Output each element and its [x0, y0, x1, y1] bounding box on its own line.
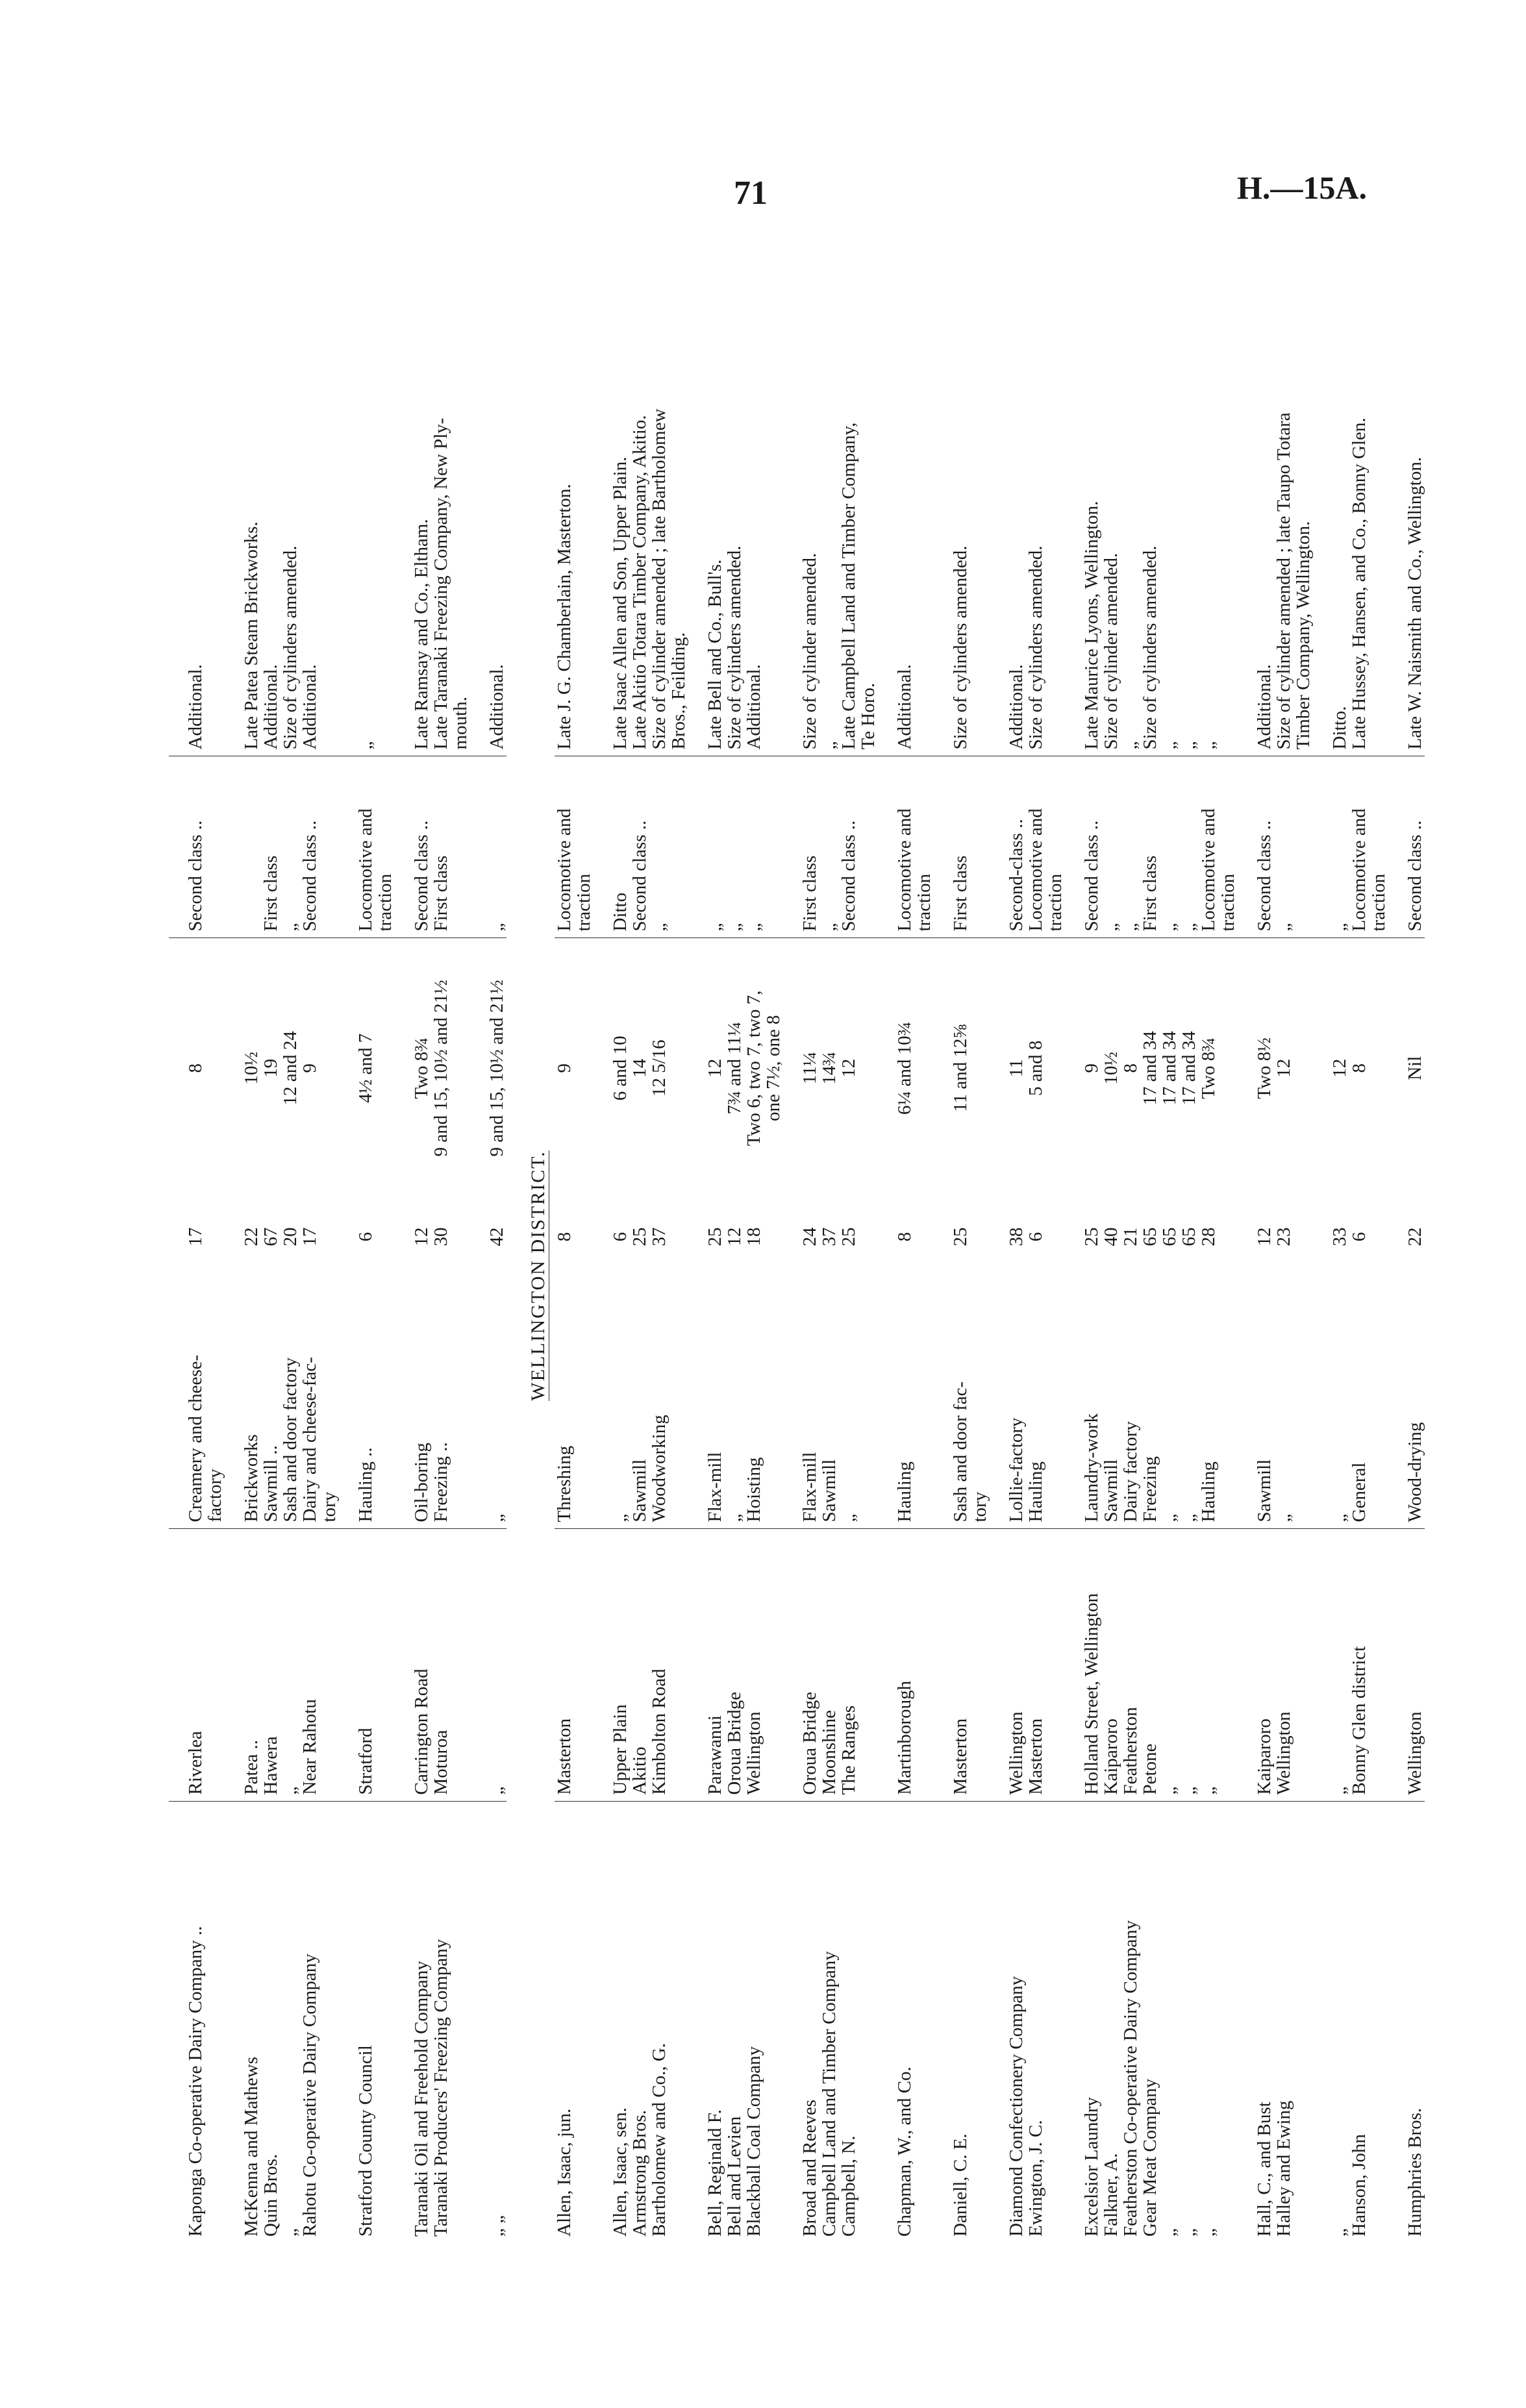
entry-remarks: Ditto. [1313, 308, 1349, 756]
entry-remarks: „ [339, 308, 395, 756]
entry-remarks: Size of cylinder amended ; late Taupo Totara Timber Company, Wellington. [1274, 308, 1313, 756]
entry-location: Masterton [1026, 1529, 1065, 1802]
table-row [1101, 308, 1121, 2243]
entry-name: „ [280, 2228, 301, 2237]
table-row [1349, 308, 1388, 2243]
entry-location: Patea .. [225, 1529, 261, 1802]
entry-class: Second class .. [630, 756, 649, 938]
entry-pressure: Two 8½ [1254, 1037, 1275, 1099]
entry-men: 25 [950, 1227, 971, 1247]
entry-pressure: Two 8¾ [411, 1037, 432, 1099]
entry-industry: Oil-boring [395, 1276, 431, 1529]
entry-name: Rahotu Co-operative Dairy Company [299, 1954, 320, 2237]
entry-industry: Sash and door factory [281, 1276, 300, 1529]
entry-remarks: Late Isaac Allen and Son, Upper Plain. [594, 308, 630, 756]
entry-pressure: 12 5/16 [649, 1039, 669, 1097]
entry-location: Moturoa [431, 1529, 470, 1802]
entry-pressure: 5 and 8 [1025, 1040, 1046, 1096]
register-table [169, 308, 1425, 2243]
entry-remarks: Late J. G. Chamberlain, Masterton. [555, 308, 594, 756]
entry-industry: Woodworking [649, 1276, 688, 1529]
entry-class: Second class .. [169, 756, 225, 938]
entry-class: Second class .. [300, 756, 339, 938]
entry-location: Stratford [339, 1529, 395, 1802]
entry-name: Ewington, J. C. [1025, 2120, 1046, 2237]
entry-industry: Sash and door fac- tory [934, 1276, 990, 1529]
entry-remarks: Late W. Naismith and Co., Wellington. [1388, 308, 1425, 756]
table-row [725, 308, 744, 2243]
entry-name: Stratford County Council [355, 2045, 376, 2237]
entry-class: „ [725, 756, 744, 938]
entry-remarks: Additional. [744, 308, 783, 756]
entry-men: 38 [1006, 1227, 1027, 1247]
entry-class: „ [1179, 756, 1199, 938]
entry-remarks: Additional. [1238, 308, 1274, 756]
entry-pressure: 12 [838, 1058, 859, 1078]
entry-men: 65 [1179, 1227, 1199, 1247]
entry-pressure: Nil [1405, 1056, 1425, 1080]
entry-location: Parawanui [688, 1529, 725, 1802]
entry-name: Daniell, C. E. [950, 2133, 971, 2237]
entry-class: First class [431, 756, 470, 938]
entry-men: 25 [705, 1227, 725, 1247]
entry-class [225, 756, 261, 938]
entry-men: 6 [1025, 1232, 1046, 1242]
entry-pressure: Two 8¾ [1198, 1037, 1219, 1099]
entry-location: Petone [1140, 1529, 1160, 1802]
entry-men: 17 [299, 1227, 320, 1247]
entry-industry: Hoisting [744, 1276, 783, 1529]
entry-men: 33 [1329, 1227, 1350, 1247]
entry-remarks: Late Taranaki Freezing Company, New Ply- mouth. [431, 308, 470, 756]
entry-name: Quin Bros. [260, 2154, 281, 2237]
entry-name: „ [1159, 2228, 1180, 2237]
entry-remarks: Late Bell and Co., Bull's. [688, 308, 725, 756]
table-row [1274, 308, 1313, 2243]
table-row [878, 308, 934, 2243]
entry-men: 25 [1081, 1227, 1102, 1247]
entry-remarks: Late Maurice Lyons, Wellington. [1065, 308, 1101, 756]
entry-location: „ [281, 1529, 300, 1802]
entry-location: „ [1199, 1529, 1238, 1802]
entry-remarks: Late Hussey, Hansen, and Co., Bonny Glen. [1349, 308, 1388, 756]
entry-class: First class [934, 756, 990, 938]
table-row [431, 308, 470, 2243]
entry-name: Chapman, W., and Co. [894, 2067, 915, 2237]
entry-name: Armstrong Bros. [629, 2110, 650, 2237]
entry-pressure: 9 [299, 1063, 320, 1073]
entry-remarks: „ [1199, 308, 1238, 756]
table-row [300, 308, 339, 2243]
entry-location: Wellington [1274, 1529, 1313, 1802]
entry-men: 22 [241, 1227, 262, 1247]
entry-class: „ [688, 756, 725, 938]
entry-remarks: Size of cylinders amended. [1026, 308, 1065, 756]
entry-men: 6 [610, 1232, 631, 1242]
entry-remarks: Size of cylinder amended. [1101, 308, 1121, 756]
entry-pressure: 8 [1120, 1063, 1141, 1073]
entry-name: Allen, Isaac, jun. [554, 2108, 575, 2237]
entry-location: „ [1160, 1529, 1179, 1802]
entry-industry: Hauling .. [339, 1276, 395, 1529]
entry-location: Masterton [934, 1529, 990, 1802]
entry-pressure: 17 and 34 [1179, 1031, 1199, 1106]
entry-name: „ [1198, 2228, 1219, 2237]
entry-men: 25 [629, 1227, 650, 1247]
entry-location: The Ranges [839, 1529, 878, 1802]
page-reference: H.—15A. [1237, 169, 1367, 206]
entry-location: Masterton [555, 1529, 594, 1802]
entry-men: 24 [799, 1227, 820, 1247]
entry-industry: „ [839, 1276, 878, 1529]
entry-pressure: 17 and 34 [1159, 1031, 1180, 1106]
entry-class: Locomotive and traction [1349, 756, 1388, 938]
table-row [630, 308, 649, 2243]
entry-pressure: 8 [1349, 1063, 1370, 1073]
table-row [1026, 308, 1065, 2243]
entry-location: Carrington Road [395, 1529, 431, 1802]
table-row [470, 308, 507, 2243]
entry-pressure: 9 and 15, 10½ and 21½ [431, 980, 451, 1157]
entry-industry: „ [1179, 1276, 1199, 1529]
entry-location: Wellington [1388, 1529, 1425, 1802]
entry-class: „ [744, 756, 783, 938]
entry-class: „ [281, 756, 300, 938]
entry-class: „ [1313, 756, 1349, 938]
entry-class: Locomotive and traction [1199, 756, 1238, 938]
entry-industry: Hauling [1199, 1276, 1238, 1529]
entry-name: Falkner, A. [1101, 2153, 1121, 2237]
entry-remarks: „ [1179, 308, 1199, 756]
entry-industry: Freezing [1140, 1276, 1160, 1529]
table-row [934, 308, 990, 2243]
page-number: 71 [734, 175, 768, 212]
entry-class: Second class .. [1388, 756, 1425, 938]
entry-location: Kimbolton Road [649, 1529, 688, 1802]
entry-industry: Threshing [555, 1276, 594, 1529]
entry-remarks: Size of cylinders amended. [281, 308, 300, 756]
table-row [990, 308, 1026, 2243]
table-row [261, 308, 281, 2243]
entry-name: Broad and Reeves [799, 2100, 820, 2237]
entry-pressure: Two 6, two 7, two 7, one 7½, one 8 [744, 990, 784, 1147]
entry-pressure: 12 and 24 [280, 1031, 301, 1106]
entry-location: Featherston [1121, 1529, 1140, 1802]
entry-remarks: Additional. [470, 308, 507, 756]
entry-location: Oroua Bridge [783, 1529, 819, 1802]
entry-class: „ [1274, 756, 1313, 938]
entry-location: „ [1179, 1529, 1199, 1802]
entry-industry: Wood-drying [1388, 1276, 1425, 1529]
entry-remarks: Late Ramsay and Co., Eltham. [395, 308, 431, 756]
entry-class: „ [819, 756, 839, 938]
entry-name: Bell, Reginald F. [705, 2109, 725, 2237]
entry-men: 17 [185, 1227, 206, 1247]
entry-location: Moonshine [819, 1529, 839, 1802]
entry-industry: Sawmill [630, 1276, 649, 1529]
entry-industry: „ [725, 1276, 744, 1529]
table-row [783, 308, 819, 2243]
entry-men: 22 [1405, 1227, 1425, 1247]
entry-men: 21 [1120, 1227, 1141, 1247]
entry-remarks: Additional. [878, 308, 934, 756]
entry-class: Ditto [594, 756, 630, 938]
entry-name: Bartholomew and Co., G. [649, 2042, 669, 2237]
entry-name: Hanson, John [1349, 2134, 1370, 2237]
entry-name: Campbell Land and Timber Company [819, 1951, 840, 2237]
table-row [1388, 308, 1425, 2243]
entry-remarks: Additional. [300, 308, 339, 756]
entry-pressure: 6¼ and 10¾ [894, 1021, 915, 1115]
entry-location: Kaiparoro [1101, 1529, 1121, 1802]
table-row [1121, 308, 1140, 2243]
entry-name: Humphries Bros. [1405, 2107, 1425, 2237]
entry-men: 25 [838, 1227, 859, 1247]
entry-industry: General [1349, 1276, 1388, 1529]
table-row [594, 308, 630, 2243]
entry-name: Blackball Coal Company [744, 2046, 764, 2237]
entry-pressure: 17 and 34 [1140, 1031, 1160, 1106]
table-row [1199, 308, 1238, 2243]
entry-men: 37 [819, 1227, 840, 1247]
table-row [395, 308, 431, 2243]
entry-name: Taranaki Producers' Freezing Company [431, 1939, 451, 2237]
entry-location: Riverlea [169, 1529, 225, 1802]
table-row [649, 308, 688, 2243]
entry-location: Holland Street, Wellington [1065, 1529, 1101, 1802]
entry-location: Upper Plain [594, 1529, 630, 1802]
entry-class: Second class .. [1238, 756, 1274, 938]
entry-industry: „ [594, 1276, 630, 1529]
entry-industry: Sawmill .. [261, 1276, 281, 1529]
entry-remarks: Additional. [990, 308, 1026, 756]
entry-class: Locomotive and traction [555, 756, 594, 938]
entry-pressure: 14 [629, 1058, 650, 1078]
entry-location: Wellington [990, 1529, 1026, 1802]
entry-remarks: Late Akitio Totara Timber Company, Akitio. [630, 308, 649, 756]
entry-industry: „ [1313, 1276, 1349, 1529]
entry-industry: Brickworks [225, 1276, 261, 1529]
entry-remarks: Late Campbell Land and Timber Company, Te Horo. [839, 308, 878, 756]
entry-name: Halley and Ewing [1273, 2100, 1294, 2237]
entry-pressure: 10½ [241, 1051, 262, 1085]
entry-name: McKenna and Mathews [241, 2056, 262, 2237]
entry-class: Second class .. [839, 756, 878, 938]
entry-men: 42 [486, 1227, 507, 1247]
table-row [225, 308, 261, 2243]
entry-remarks: Size of cylinders amended. [1140, 308, 1160, 756]
entry-class: Locomotive and traction [339, 756, 395, 938]
entry-name: Bell and Levien [724, 2116, 745, 2237]
rotated-table-wrapper [169, 308, 1425, 2243]
table-body [169, 308, 1425, 2243]
entry-remarks: Size of cylinder amended ; late Bartholomew Bros., Feilding. [649, 308, 688, 756]
entry-class: „ [1160, 756, 1179, 938]
entry-class: Locomotive and traction [878, 756, 934, 938]
district-heading [507, 308, 555, 2243]
entry-class: „ [1121, 756, 1140, 938]
entry-pressure: 19 [260, 1058, 281, 1078]
entry-pressure: 6 and 10 [610, 1036, 631, 1101]
entry-location: Near Rahotu [300, 1529, 339, 1802]
entry-industry: Freezing .. [431, 1276, 470, 1529]
entry-class: Second class .. [395, 756, 431, 938]
district-title: WELLINGTON DISTRICT. [527, 1150, 549, 1401]
entry-class: Locomotive and traction [1026, 756, 1065, 938]
entry-class: „ [1101, 756, 1121, 938]
table-row [1313, 308, 1349, 2243]
entry-men: 30 [431, 1227, 451, 1247]
table-row [1179, 308, 1199, 2243]
entry-name: „ [1179, 2228, 1199, 2237]
entry-men: 65 [1140, 1227, 1160, 1247]
entry-industry: Sawmill [1101, 1276, 1121, 1529]
entry-pressure: 12 [705, 1058, 725, 1078]
entry-industry: „ [1274, 1276, 1313, 1529]
entry-men: 67 [260, 1227, 281, 1247]
entry-men: 6 [1349, 1232, 1370, 1242]
entry-industry: „ [1160, 1276, 1179, 1529]
entry-class: First class [261, 756, 281, 938]
entry-name: Kaponga Co-operative Dairy Company .. [185, 1926, 206, 2237]
entry-pressure: 11 and 12⅝ [950, 1024, 971, 1112]
entry-name: Featherston Co-operative Dairy Company [1120, 1920, 1141, 2237]
entry-remarks: „ [1160, 308, 1179, 756]
entry-location: Oroua Bridge [725, 1529, 744, 1802]
entry-industry: Lollie-factory [990, 1276, 1026, 1529]
entry-name: „ „ [486, 2215, 507, 2237]
entry-class: First class [783, 756, 819, 938]
entry-name: Allen, Isaac, sen. [610, 2107, 631, 2237]
entry-industry: „ [470, 1276, 507, 1529]
table-row [744, 308, 783, 2243]
entry-industry: Hauling [878, 1276, 934, 1529]
table-row [281, 308, 300, 2243]
entry-industry: Flax-mill [783, 1276, 819, 1529]
entry-men: 12 [1254, 1227, 1275, 1247]
entry-men: 6 [355, 1232, 376, 1242]
table-row [1140, 308, 1160, 2243]
entry-industry: Flax-mill [688, 1276, 725, 1529]
entry-men: 12 [411, 1227, 432, 1247]
entry-class: „ [649, 756, 688, 938]
entry-remarks: „ [1121, 308, 1140, 756]
entry-men: 18 [744, 1227, 764, 1247]
entry-class: „ [470, 756, 507, 938]
entry-men: 40 [1101, 1227, 1121, 1247]
entry-industry: Sawmill [1238, 1276, 1274, 1529]
entry-industry: Sawmill [819, 1276, 839, 1529]
entry-location: „ [470, 1529, 507, 1802]
entry-name: „ [1329, 2228, 1350, 2237]
entry-industry: Dairy factory [1121, 1276, 1140, 1529]
entry-location: Bonny Glen district [1349, 1529, 1388, 1802]
table-row [819, 308, 839, 2243]
table-row [688, 308, 725, 2243]
table-row [1065, 308, 1101, 2243]
entry-pressure: 9 [554, 1063, 575, 1073]
entry-location: Wellington [744, 1529, 783, 1802]
entry-name: Excelsior Laundry [1081, 2096, 1102, 2237]
entry-remarks: Size of cylinder amended. [783, 308, 819, 756]
entry-remarks: „ [819, 308, 839, 756]
entry-industry: Dairy and cheese-fac- tory [300, 1276, 339, 1529]
table-row [839, 308, 878, 2243]
entry-location: Martinborough [878, 1529, 934, 1802]
entry-class: Second-class .. [990, 756, 1026, 938]
entry-pressure: 9 and 15, 10½ and 21½ [486, 980, 507, 1157]
entry-remarks: Additional. [169, 308, 225, 756]
table-row [555, 308, 594, 2243]
entry-pressure: 14¾ [819, 1051, 840, 1085]
entry-remarks: Size of cylinders amended. [934, 308, 990, 756]
entry-industry: Hauling [1026, 1276, 1065, 1529]
entry-men: 12 [724, 1227, 745, 1247]
entry-pressure: 4½ and 7 [355, 1033, 376, 1103]
table-row [169, 308, 225, 2243]
entry-men: 65 [1159, 1227, 1180, 1247]
entry-pressure: 11¼ [799, 1052, 820, 1085]
entry-location: „ [1313, 1529, 1349, 1802]
entry-location: Kaiparoro [1238, 1529, 1274, 1802]
entry-pressure: 9 [1081, 1063, 1102, 1073]
entry-class: Second class .. [1065, 756, 1101, 938]
entry-men: 23 [1273, 1227, 1294, 1247]
entry-remarks: Additional. [261, 308, 281, 756]
entry-industry: Creamery and cheese- factory [169, 1276, 225, 1529]
entry-location: Akitio [630, 1529, 649, 1802]
entry-pressure: 10½ [1101, 1051, 1121, 1085]
entry-name: Diamond Confectionery Company [1006, 1976, 1027, 2237]
entry-pressure: 12 [1329, 1058, 1350, 1078]
entry-industry: Laundry-work [1065, 1276, 1101, 1529]
entry-pressure: 8 [185, 1063, 206, 1073]
entry-remarks: Late Patea Steam Brickworks. [225, 308, 261, 756]
entry-men: 8 [894, 1232, 915, 1242]
entry-remarks: Size of cylinders amended. [725, 308, 744, 756]
entry-men: 8 [554, 1232, 575, 1242]
entry-name: Gear Meat Company [1140, 2078, 1160, 2237]
table-row [1238, 308, 1274, 2243]
entry-men: 37 [649, 1227, 669, 1247]
entry-name: Hall, C., and Bust [1254, 2102, 1275, 2237]
table-row [1160, 308, 1179, 2243]
entry-location: Hawera [261, 1529, 281, 1802]
table-row [339, 308, 395, 2243]
entry-men: 20 [280, 1227, 301, 1247]
entry-name: Campbell, N. [838, 2135, 859, 2237]
entry-men: 28 [1198, 1227, 1219, 1247]
entry-name: Taranaki Oil and Freehold Company [411, 1961, 432, 2237]
entry-pressure: 12 [1273, 1058, 1294, 1078]
entry-pressure: 11 [1006, 1059, 1027, 1078]
entry-class: First class [1140, 756, 1160, 938]
entry-pressure: 7¾ and 11¼ [724, 1022, 745, 1115]
